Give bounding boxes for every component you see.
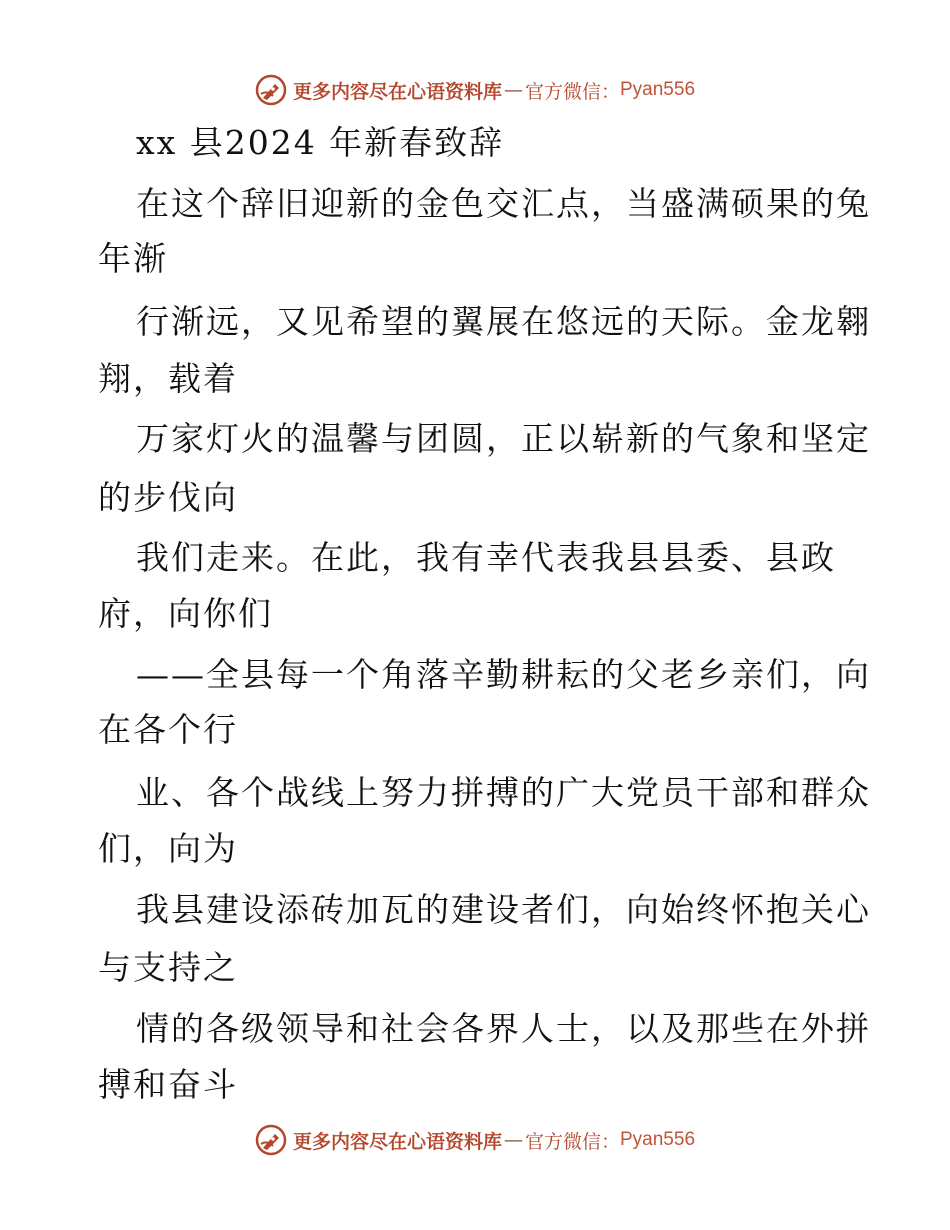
- text-line: 的步伐向: [98, 478, 238, 517]
- text-line: 府，向你们: [98, 594, 273, 633]
- text-line: 在各个行: [98, 710, 238, 749]
- watermark-wechat-id: Pyan556: [620, 1129, 696, 1150]
- watermark-brand-text: 更多内容尽在心语资料库: [292, 80, 502, 103]
- text-line: 们，向为: [98, 829, 238, 868]
- pen-nib-logo-icon: [255, 1124, 287, 1156]
- text-line: 业、各个战线上努力拼搏的广大党员干部和群众: [136, 773, 871, 812]
- pen-nib-logo-icon: [255, 74, 287, 106]
- text-line: 我们走来。在此，我有幸代表我县县委、县政: [136, 538, 836, 577]
- text-line: ——全县每一个角落辛勤耕耘的父老乡亲们，向: [136, 655, 871, 694]
- text-line: 情的各级领导和社会各界人士，以及那些在外拼: [136, 1009, 871, 1048]
- watermark-contact-label: 官方微信：: [524, 1130, 620, 1153]
- text-line: 搏和奋斗: [98, 1065, 238, 1104]
- text-line: 行渐远，又见希望的翼展在悠远的天际。金龙翱: [136, 302, 871, 341]
- text-line: 我县建设添砖加瓦的建设者们，向始终怀抱关心: [136, 890, 871, 929]
- watermark-contact-label: 官方微信：: [524, 80, 620, 103]
- watermark-brand-text: 更多内容尽在心语资料库: [292, 1130, 502, 1153]
- text-line: 在这个辞旧迎新的金色交汇点，当盛满硕果的兔: [136, 184, 871, 223]
- footer-watermark-banner: [0, 1120, 950, 1160]
- text-line: 与支持之: [98, 948, 238, 987]
- watermark-wechat-id: Pyan556: [620, 79, 696, 100]
- text-line: 万家灯火的温馨与团圆，正以崭新的气象和坚定: [136, 419, 871, 458]
- text-line: 年渐: [98, 239, 168, 278]
- watermark-separator: —: [503, 1129, 523, 1151]
- text-line: 翔，载着: [98, 359, 238, 398]
- document-body: [0, 118, 950, 1108]
- header-watermark-banner: [0, 70, 950, 110]
- document-title: xx 县2024 年新春致辞: [136, 123, 505, 162]
- watermark-separator: —: [503, 79, 523, 101]
